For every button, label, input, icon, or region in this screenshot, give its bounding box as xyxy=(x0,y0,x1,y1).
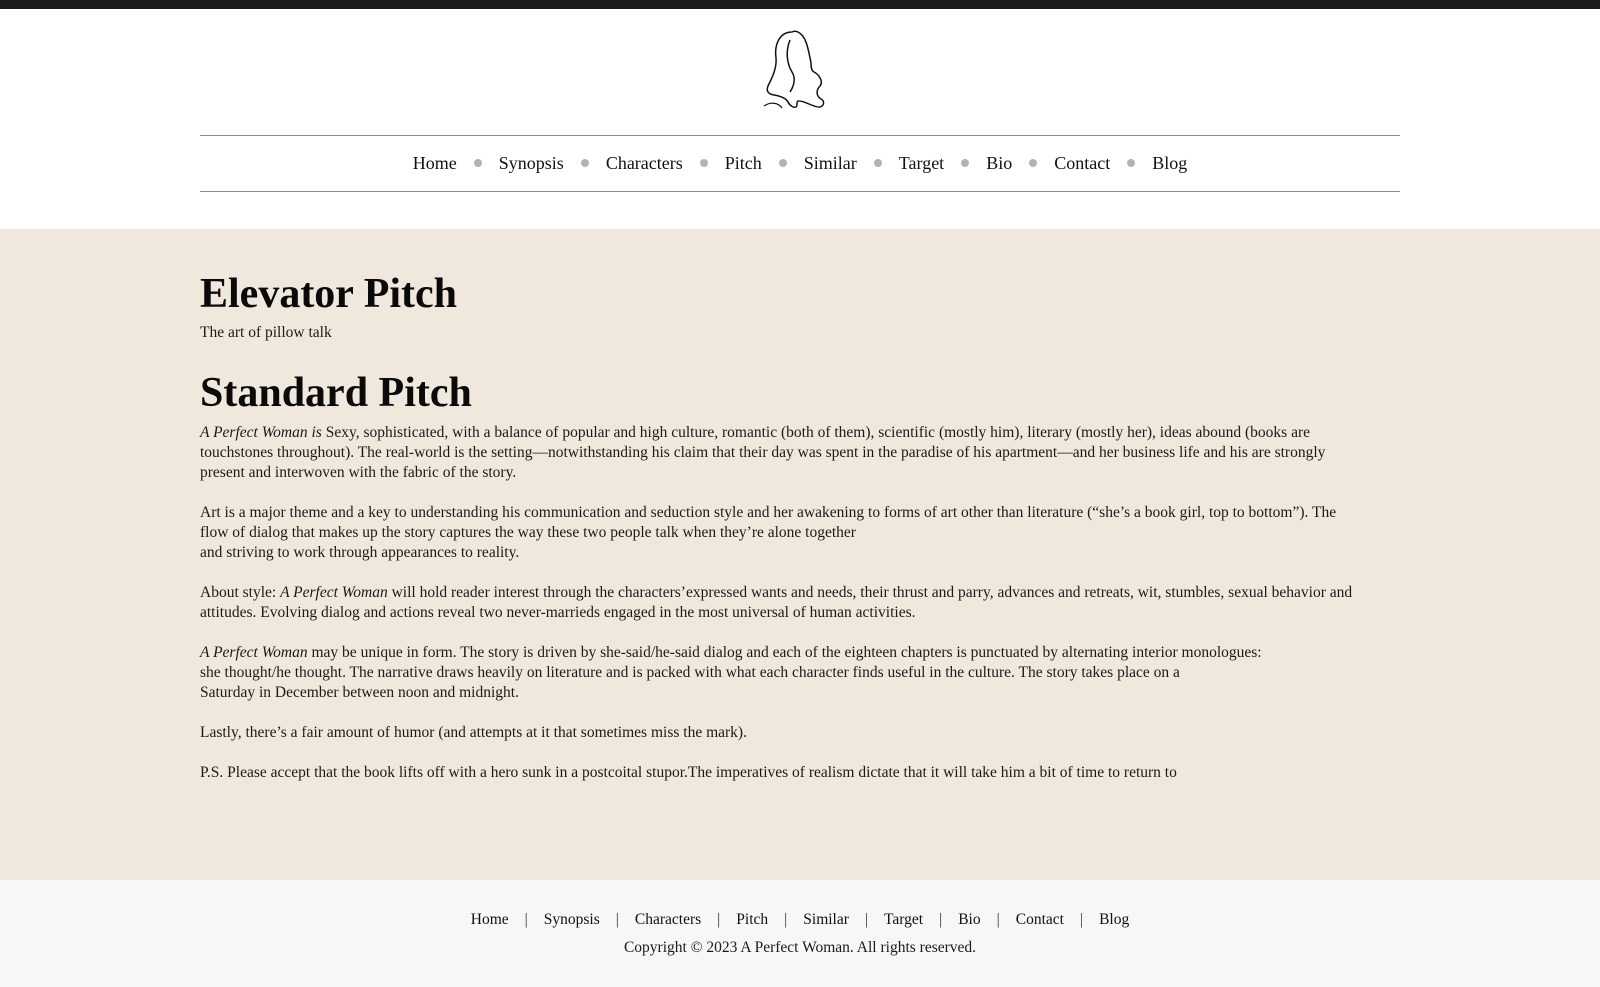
nav-synopsis[interactable]: Synopsis xyxy=(498,152,564,173)
footer-separator: | xyxy=(1079,911,1084,928)
nav-dot xyxy=(581,159,589,167)
pitch-paragraph-3 xyxy=(200,583,1400,623)
nav-similar[interactable]: Similar xyxy=(803,152,857,173)
book-title-em: A Perfect Woman xyxy=(200,644,308,661)
footer-link-synopsis[interactable]: Synopsis xyxy=(543,911,600,928)
nav-dot xyxy=(1029,159,1037,167)
footer-separator: | xyxy=(717,911,721,928)
footer-link-blog[interactable]: Blog xyxy=(1099,911,1130,928)
elevator-pitch-text: The art of pillow talk xyxy=(200,324,332,341)
footer-link-bio[interactable]: Bio xyxy=(958,911,981,928)
paragraph-line xyxy=(200,643,1400,663)
footer-separator: | xyxy=(615,911,619,928)
book-title-em: A Perfect Woman is xyxy=(200,424,322,441)
pitch-paragraph-2 xyxy=(200,503,1400,563)
nav-dot xyxy=(1127,159,1135,167)
elevator-pitch-heading: Elevator Pitch xyxy=(200,271,458,317)
book-title-em: A Perfect Woman xyxy=(280,584,388,601)
paragraph-text: will hold reader interest through the characters’expressed wants and needs, their thrust and parry, advances and retreats, wit, stumbles, sexual behavior and xyxy=(387,584,1353,601)
footer-separator: | xyxy=(864,911,869,928)
nav-blog[interactable]: Blog xyxy=(1152,152,1188,173)
footer-separator: | xyxy=(784,911,788,928)
nav-bottom-rule xyxy=(200,191,1400,192)
footer-link-similar[interactable]: Similar xyxy=(803,911,849,928)
footer-separator: | xyxy=(996,911,1000,928)
paragraph-line xyxy=(200,583,1400,603)
paragraph-line: Saturday in December between noon and midnight. xyxy=(200,684,519,701)
paragraph-line: touchstones throughout). The real-world is the setting—notwithstanding his claim that their day was spent in the paradise of his apartment—and her business life and his are strongly xyxy=(200,444,1326,461)
paragraph-line: attitudes. Evolving dialog and actions reveal two never-marrieds engaged in the most universal of human activities. xyxy=(200,604,916,621)
paragraph-text: About style: xyxy=(200,584,281,601)
footer-link-pitch[interactable]: Pitch xyxy=(736,911,769,928)
standard-pitch-heading: Standard Pitch xyxy=(200,370,472,416)
footer-separator: | xyxy=(524,911,528,928)
nav-dot xyxy=(700,159,708,167)
woman-profile-logo-icon[interactable] xyxy=(760,28,834,112)
paragraph-text: may be unique in form. The story is driven by she-said/he-said dialog and each of the eighteen chapters is punctuated by alternating interior monologues: xyxy=(307,644,1262,661)
footer-nav xyxy=(0,911,1600,929)
copyright-text: Copyright © 2023 A Perfect Woman. All rights reserved. xyxy=(623,939,977,956)
main-content xyxy=(0,229,1600,880)
nav-dot xyxy=(874,159,882,167)
pitch-paragraph-1 xyxy=(200,423,1400,483)
paragraph-text: Sexy, sophisticated, with a balance of popular and high culture, romantic (both of them), scientific (mostly him), literary (mostly her), ideas abound (books are xyxy=(321,424,1310,441)
nav-pitch[interactable]: Pitch xyxy=(724,152,762,173)
footer-link-characters[interactable]: Characters xyxy=(634,911,702,928)
footer xyxy=(0,880,1600,987)
nav-dot xyxy=(474,159,482,167)
paragraph-line xyxy=(200,423,1400,443)
footer-link-target[interactable]: Target xyxy=(884,911,924,928)
paragraph-line: Art is a major theme and a key to understanding his communication and seduction style and her awakening to forms of art other than literature (“she’s a book girl, top to bottom”). The xyxy=(200,504,1337,521)
nav-contact[interactable]: Contact xyxy=(1054,152,1111,173)
nav-dot xyxy=(779,159,787,167)
nav-home[interactable]: Home xyxy=(412,152,457,173)
pitch-paragraph-6: P.S. Please accept that the book lifts off with a hero sunk in a postcoital stupor.The imperatives of realism dictate that it will take him a bit of time to return to xyxy=(200,764,1177,781)
footer-separator: | xyxy=(939,911,943,928)
paragraph-line: present and interwoven with the fabric of the story. xyxy=(200,464,517,481)
top-bar xyxy=(0,0,1600,9)
pitch-paragraph-4 xyxy=(200,643,1400,703)
nav-characters[interactable]: Characters xyxy=(605,152,683,173)
footer-link-home[interactable]: Home xyxy=(470,911,509,928)
paragraph-line: flow of dialog that makes up the story captures the way these two people talk when they’re alone together xyxy=(200,524,856,541)
nav-target[interactable]: Target xyxy=(898,152,945,173)
paragraph-line: and striving to work through appearances to reality. xyxy=(200,544,520,561)
main-nav xyxy=(200,136,1400,190)
pitch-paragraph-5: Lastly, there’s a fair amount of humor (and attempts at it that sometimes miss the mark). xyxy=(200,724,747,741)
paragraph-line: she thought/he thought. The narrative draws heavily on literature and is packed with what each character finds useful in the culture. The story takes place on a xyxy=(200,664,1180,681)
nav-dot xyxy=(961,159,969,167)
nav-bio[interactable]: Bio xyxy=(986,152,1013,173)
footer-link-contact[interactable]: Contact xyxy=(1015,911,1064,928)
